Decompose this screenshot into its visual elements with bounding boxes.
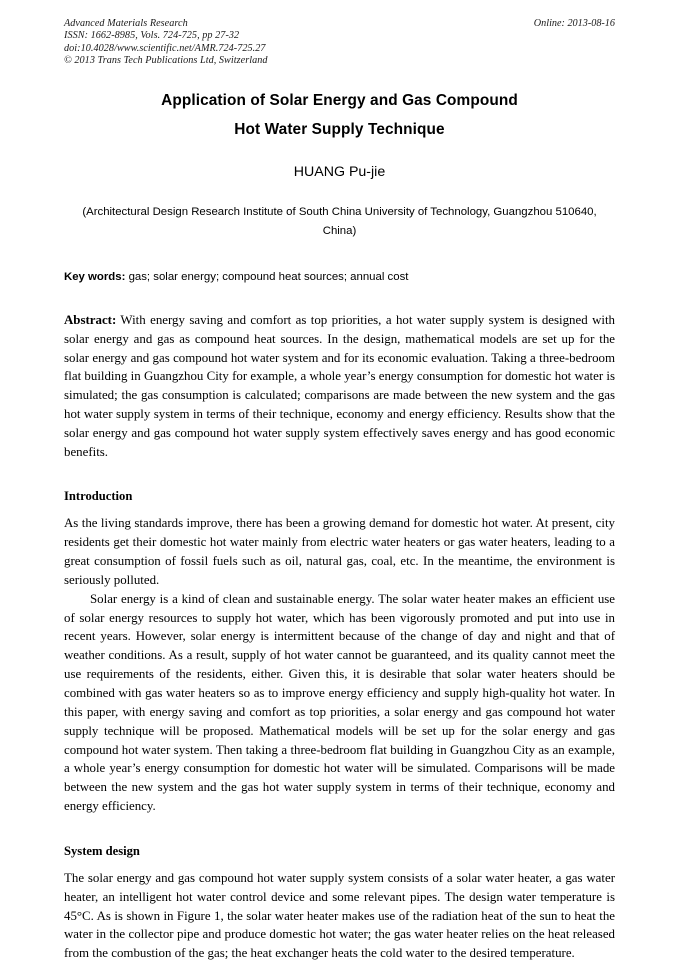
article-title <box>64 86 615 144</box>
article-title-line-1: Application of Solar Energy and Gas Compound <box>161 92 518 109</box>
abstract-paragraph <box>64 311 615 461</box>
article-title-line-2: Hot Water Supply Technique <box>234 121 445 138</box>
introduction-paragraph-2: Solar energy is a kind of clean and sustainable energy. The solar water heater makes an efficient use of solar energy resources to supply hot water, which has been vigorously promoted and put into use in recent years. However, solar energy is intermittent because of the change of day and night and that of weather conditions. As a result, supply of hot water cannot be guaranteed, and its quality cannot meet the use requirements of the residents, either. Given this, it is desirable that solar water heaters should be combined with gas water heaters so as to improve energy efficiency and supply high-quality hot water. In this paper, with energy saving and comfort as top priorities, a solar energy and gas compound hot water supply technique will be proposed. Mathematical models will be set up for the solar energy and gas compound hot water system. Then taking a three-bedroom flat building in Guangzhou City as an example, a whole year’s energy consumption for domestic hot water will be simulated. Comparisons will be made between the new system and the gas hot water supply system in terms of their technique, economy and energy efficiency. <box>64 591 615 814</box>
author-affiliation: (Architectural Design Research Institute of South China University of Technology, Guangzhou 510640, China) <box>82 206 597 237</box>
keywords-value: gas; solar energy; compound heat sources; annual cost <box>125 271 409 283</box>
system-design-paragraph-1: The solar energy and gas compound hot water supply system consists of a solar water heater, a gas water heater, an intelligent hot water control device and some relevant pipes. The design water temperature is 45°C. As is shown in Figure 1, the solar water heater makes use of the radiation heat of the sun to heat the water in the collector pipe and produce domestic hot water; the gas water heater relies on the heat released from the combustion of the gas; the heat exchanger heats the cold water to the desired temperature. <box>64 870 615 961</box>
online-publication-date: Online: 2013-08-16 <box>533 18 615 29</box>
issn-volume-pages: ISSN: 1662-8985, Vols. 724-725, pp 27-32 <box>64 30 240 42</box>
abstract-label: Abstract: <box>64 313 117 327</box>
journal-name: Advanced Materials Research <box>64 18 188 29</box>
section-heading-introduction: Introduction <box>64 489 133 504</box>
introduction-paragraph-1: As the living standards improve, there has been a growing demand for domestic hot water. At present, city residents get their domestic hot water mainly from electric water heaters or gas water heaters, leading to a great consumption of fossil fuels such as oil, natural gas, coal, etc. In the meantime, the environment is seriously polluted. <box>64 516 615 587</box>
keywords-label: Key words: <box>64 271 126 283</box>
masthead-left-block <box>64 18 615 68</box>
section-heading-system-design: System design <box>64 843 140 858</box>
journal-masthead <box>64 18 615 80</box>
doi-line: doi:10.4028/www.scientific.net/AMR.724-725.27 <box>64 42 266 54</box>
abstract-text: With energy saving and comfort as top priorities, a hot water supply system is designed with solar energy and gas as compound heat sources. In the design, mathematical models are set up for the solar energy and gas compound hot water system and for its economic evaluation. Taking a three-bedroom flat building in Guangzhou City for example, a whole year’s energy consumption for domestic hot water is simulated; the gas consumption is calculated; comparisons are made between the new system and the gas hot water supply system in terms of their technique, economy and energy efficiency. Results show that the solar energy and gas compound hot water supply system effectively saves energy and has good economic benefits. <box>64 313 615 459</box>
author-name: HUANG Pu-jie <box>293 164 386 180</box>
copyright-line: © 2013 Trans Tech Publications Ltd, Switzerland <box>64 55 268 67</box>
keywords-line <box>64 269 615 286</box>
